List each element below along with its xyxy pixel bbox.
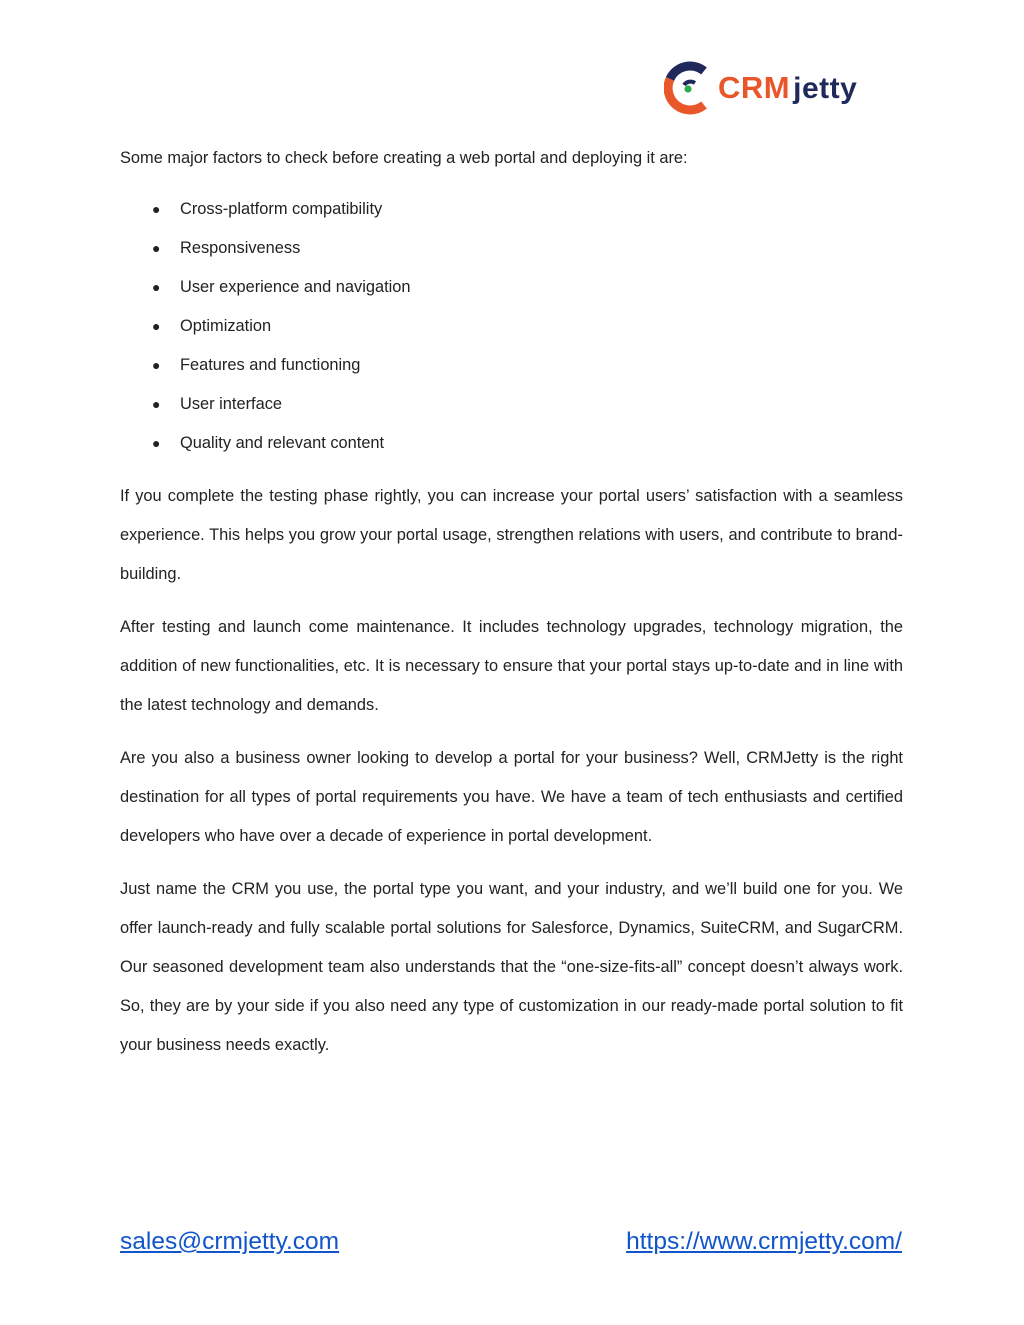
factor-list	[120, 190, 903, 463]
crmjetty-logo	[664, 60, 874, 116]
list-item-text: Responsiveness	[180, 239, 301, 257]
bullet-icon: ●	[152, 357, 161, 373]
bullet-icon: ●	[152, 435, 161, 451]
list-item-text: Quality and relevant content	[180, 434, 385, 452]
bullet-icon: ●	[152, 279, 161, 295]
bullet-icon: ●	[152, 396, 161, 412]
list-item	[120, 307, 903, 346]
list-item	[120, 190, 903, 229]
bullet-icon: ●	[152, 240, 161, 256]
list-item	[120, 385, 903, 424]
list-item-text: Cross-platform compatibility	[180, 200, 383, 218]
bullet-icon: ●	[152, 201, 161, 217]
list-item	[120, 268, 903, 307]
crmjetty-c-icon	[664, 61, 710, 115]
logo-text-crm: CRM	[718, 70, 791, 105]
intro-paragraph: Some major factors to check before creating a web portal and deploying it are:	[120, 149, 688, 167]
list-item-text: Features and functioning	[180, 356, 361, 374]
footer-website-link[interactable]: https://www.crmjetty.com/	[626, 1228, 902, 1255]
paragraph-crm-solutions: Just name the CRM you use, the portal type you want, and your industry, and we’ll build one for you. We offer launch-ready and fully scalable portal solutions for Salesforce, Dynamics, SuiteCRM, and SugarCRM. Our seasoned development team also understands that the “one-size-fits-all” concept doesn’t always work. So, they are by your side if you also need any type of customization in our ready-made portal solution to fit your business needs exactly.	[120, 880, 903, 1054]
list-item-text: Optimization	[180, 317, 272, 335]
logo-wordmark	[718, 72, 857, 104]
paragraph-testing: If you complete the testing phase rightly, you can increase your portal users’ satisfaction with a seamless experience. This helps you grow your portal usage, strengthen relations with users, and contribute to brand-building.	[120, 487, 903, 583]
paragraph-business-owner: Are you also a business owner looking to develop a portal for your business? Well, CRMJetty is the right destination for all types of portal requirements you have. We have a team of tech enthusiasts and certified developers who have over a decade of experience in portal development.	[120, 749, 903, 845]
list-item-text: User interface	[180, 395, 283, 413]
footer-email-link[interactable]: sales@crmjetty.com	[120, 1228, 340, 1255]
list-item	[120, 229, 903, 268]
list-item	[120, 346, 903, 385]
document-body	[120, 140, 903, 1065]
list-item	[120, 424, 903, 463]
logo-text-jetty: jetty	[793, 72, 858, 105]
bullet-icon: ●	[152, 318, 161, 334]
paragraph-maintenance: After testing and launch come maintenance. It includes technology upgrades, technology migration, the addition of new functionalities, etc. It is necessary to ensure that your portal stays up-to-date and in line with the latest technology and demands.	[120, 618, 903, 714]
list-item-text: User experience and navigation	[180, 278, 411, 296]
